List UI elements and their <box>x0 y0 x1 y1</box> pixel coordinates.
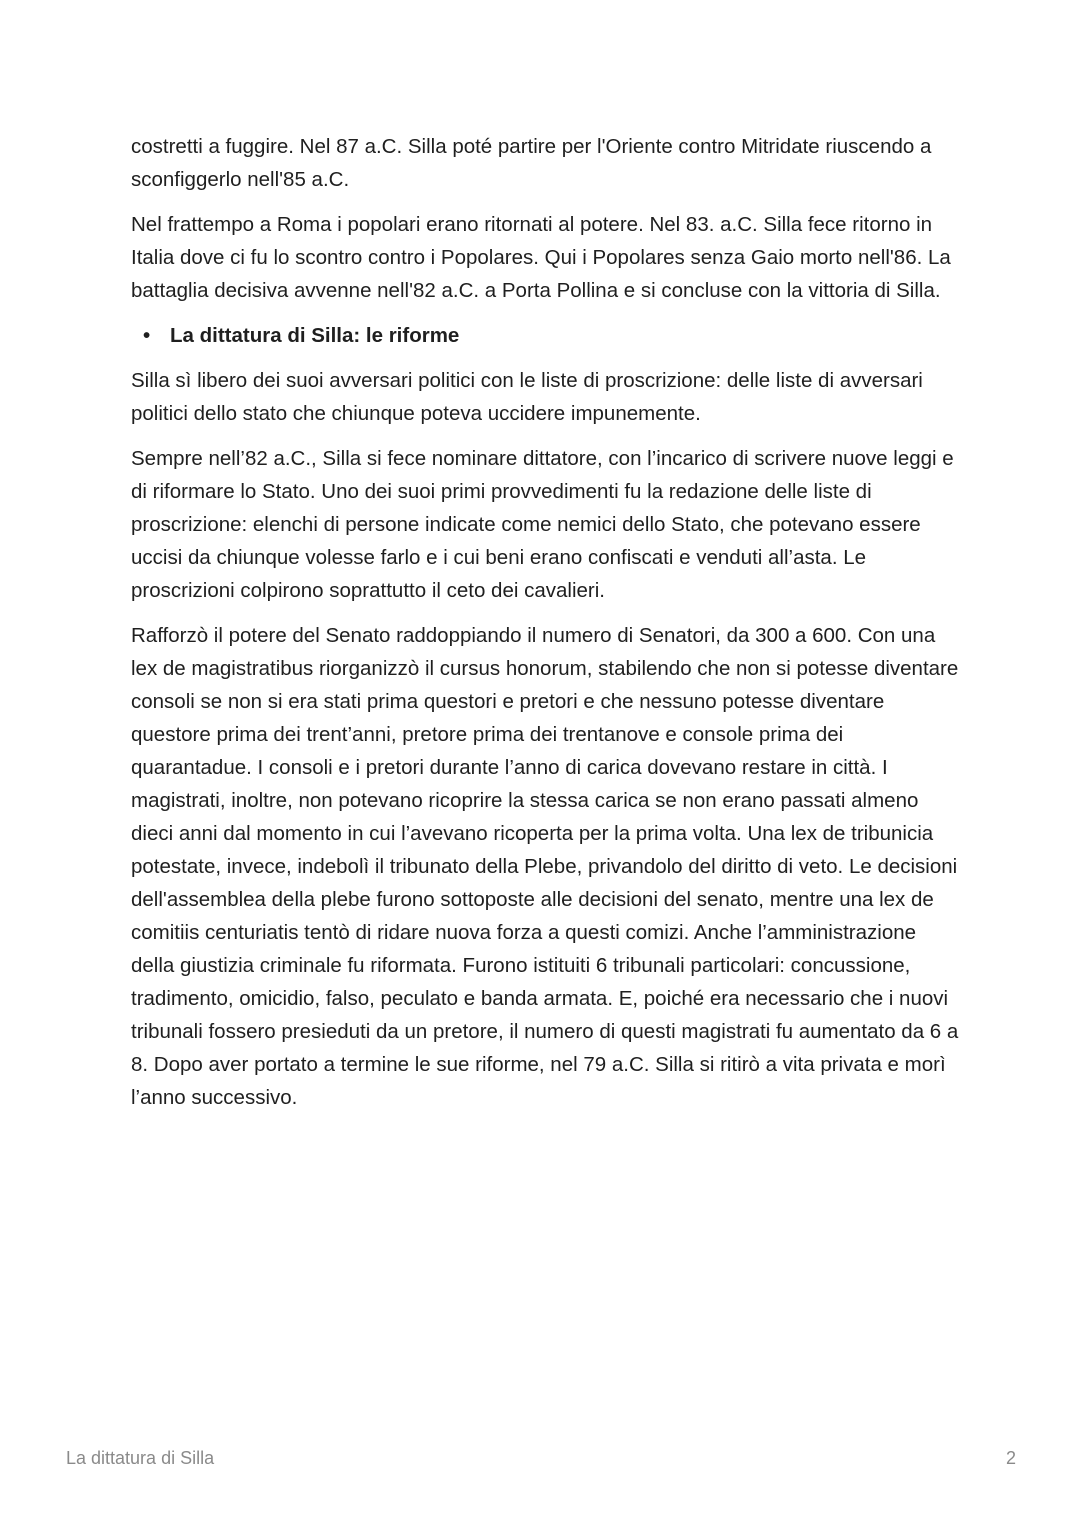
paragraph-riforme: Rafforzò il potere del Senato raddoppiando il numero di Senatori, da 300 a 600. Con una lex de magistratibus riorganizzò il cursus honorum, stabilendo che non si potesse diventare consoli se non si era stati prima questori e pretori e che nessuno potesse diventare questore prima dei trent’anni, pretore prima dei trentanove e console prima dei quarantadue. I consoli e i pretori durante l’anno di carica dovevano restare in città. I magistrati, inoltre, non potevano ricoprire la stessa carica se non erano passati almeno dieci anni dal momento in cui l’avevano ricoperta per la prima volta. Una lex de tribunicia potestate, invece, indebolì il tribunato della Plebe, privandolo del diritto di veto. Le decisioni dell'assemblea della plebe furono sottoposte alle decisioni del senato, mentre una lex de comitiis centuriatis tentò di ridare nuova forza a questi comizi. Anche l’amministrazione della giustizia criminale fu riformata. Furono istituiti 6 tribunali particolari: concussione, tradimento, omicidio, falso, peculato e banda armata. E, poiché era necessario che i nuovi tribunali fossero presieduti da un pretore, il numero di questi magistrati fu aumentato da 6 a 8. Dopo aver portato a termine le sue riforme, nel 79 a.C. Silla si ritirò a vita privata e morì l’anno successivo. <box>131 624 959 1109</box>
paragraph-mitridate: costretti a fuggire. Nel 87 a.C. Silla poté partire per l'Oriente contro Mitridate riuscendo a sconfiggerlo nell'85 a.C. <box>131 135 932 191</box>
section-heading: La dittatura di Silla: le riforme <box>170 324 460 347</box>
paragraph-ritorno-italia: Nel frattempo a Roma i popolari erano ritornati al potere. Nel 83. a.C. Silla fece ritorno in Italia dove ci fu lo scontro contro i Popolares. Qui i Popolares senza Gaio morto nell'86. La battaglia decisiva avvenne nell'82 a.C. a Porta Pollina e si concluse con la vittoria di Silla. <box>131 213 951 302</box>
footer-page-number: 2 <box>1005 1448 1016 1468</box>
bullet-heading-item <box>131 319 961 352</box>
page-content <box>131 130 961 1126</box>
bullet-icon: • <box>143 324 151 347</box>
paragraph-dittatore: Sempre nell’82 a.C., Silla si fece nominare dittatore, con l’incarico di scrivere nuove leggi e di riformare lo Stato. Uno dei suoi primi provvedimenti fu la redazione delle liste di proscrizione: elenchi di persone indicate come nemici dello Stato, che potevano essere uccisi da chiunque volesse farlo e i cui beni erano confiscati e venduti all’asta. Le proscrizioni colpirono soprattutto il ceto dei cavalieri. <box>131 447 954 602</box>
footer-document-title: La dittatura di Silla <box>66 1448 215 1468</box>
paragraph-proscrizione: Silla sì libero dei suoi avversari politici con le liste di proscrizione: delle liste di avversari politici dello stato che chiunque poteva uccidere impunemente. <box>131 369 923 425</box>
